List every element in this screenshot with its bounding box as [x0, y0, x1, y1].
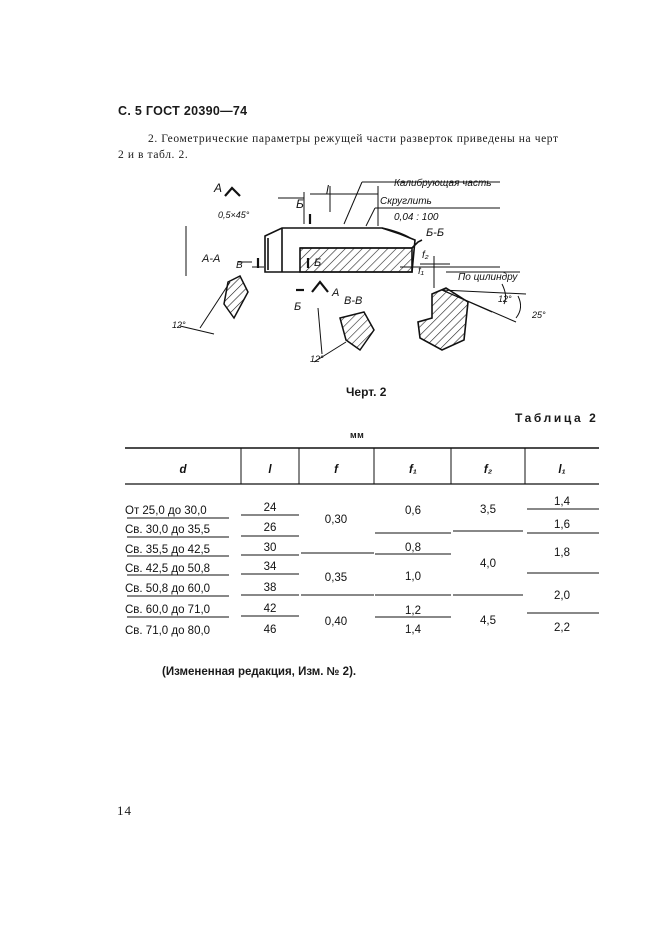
cell-l-1: 24 [263, 502, 277, 514]
cell-f1-5: 1,4 [405, 624, 421, 636]
label-round: Скруглить [380, 196, 432, 207]
cell-l1-3: 1,8 [554, 547, 570, 559]
label-f1: f₁ [418, 266, 424, 277]
cell-l1-1: 1,4 [554, 496, 570, 508]
cell-d-1: От 25,0 до 30,0 [125, 505, 207, 517]
technical-drawing [150, 172, 590, 372]
header-f: f [334, 464, 338, 476]
label-l: l [326, 183, 329, 197]
label-v-left: B [236, 260, 243, 271]
label-b-mid: Б [314, 257, 322, 269]
reamer-profile [265, 228, 422, 272]
figure-caption: Черт. 2 [346, 385, 387, 399]
label-a-bottom: A [332, 287, 340, 299]
cell-l1-5: 2,2 [554, 622, 570, 634]
header-f2: f₂ [483, 464, 493, 476]
cell-d-4: Св. 42,5 до 50,8 [125, 563, 211, 575]
label-section-vv: B-B [344, 295, 363, 307]
cell-f-3: 0,40 [324, 616, 348, 628]
header-l1: l₁ [558, 464, 566, 476]
cell-f1-1: 0,6 [405, 505, 421, 517]
label-tolerance: 0,04 : 100 [394, 212, 439, 223]
cell-f2-3: 4,5 [480, 615, 496, 627]
cell-l-2: 26 [263, 522, 277, 534]
cell-d-3: Св. 35,5 до 42,5 [125, 544, 211, 556]
cell-f1-2: 0,8 [405, 542, 421, 554]
label-cylinder: По цилиндру [458, 272, 518, 283]
intro-line-1: 2. Геометрические параметры режущей части разверток приведены на черт [148, 133, 559, 145]
cell-l-3: 30 [263, 542, 277, 554]
cell-f-2: 0,35 [324, 572, 348, 584]
intro-paragraph [118, 131, 588, 163]
cell-l-7: 46 [263, 624, 277, 636]
label-angle-25: 25° [532, 310, 546, 320]
label-f2: f₂ [422, 250, 429, 261]
label-section-bb: Б-Б [426, 227, 444, 239]
cell-d-6: Св. 60,0 до 71,0 [125, 604, 211, 616]
cell-f-1: 0,30 [324, 514, 348, 526]
cell-f2-1: 3,5 [480, 504, 496, 516]
cell-d-7: Св. 71,0 до 80,0 [125, 625, 211, 637]
header-l: l [268, 464, 272, 476]
section-aa [180, 276, 248, 334]
cell-l-5: 38 [263, 582, 277, 594]
page-number: 14 [117, 803, 132, 818]
label-angle-vv: 12° [310, 354, 324, 364]
cell-l-4: 34 [263, 561, 277, 573]
parameters-table [125, 447, 599, 643]
cell-d-5: Св. 50,8 до 60,0 [125, 583, 211, 595]
cell-l1-4: 2,0 [554, 590, 570, 602]
label-calibrating: Калибрующая часть [394, 178, 492, 189]
table-caption: Таблица 2 [515, 411, 599, 425]
label-chamfer: 0,5×45° [218, 210, 250, 220]
header-f1: f₁ [409, 464, 417, 476]
label-b-top: Б [296, 197, 304, 211]
cell-f2-2: 4,0 [480, 558, 496, 570]
label-angle-12: 12° [498, 294, 512, 304]
units-label: мм [350, 430, 365, 440]
revision-note: (Измененная редакция, Изм. № 2). [162, 666, 357, 678]
intro-line-2: 2 и в табл. 2. [118, 149, 189, 161]
cell-l-6: 42 [263, 603, 277, 615]
cell-l1-2: 1,6 [554, 519, 570, 531]
page-header: С. 5 ГОСТ 20390—74 [118, 104, 248, 118]
label-a-top: A [214, 181, 223, 195]
label-section-aa: A-A [202, 253, 221, 265]
header-d: d [179, 464, 187, 476]
cell-f1-4: 1,2 [405, 605, 421, 617]
label-b-bottom: Б [294, 301, 302, 313]
label-angle-aa: 12° [172, 320, 186, 330]
cell-d-2: Св. 30,0 до 35,5 [125, 524, 211, 536]
cell-f1-3: 1,0 [405, 571, 421, 583]
